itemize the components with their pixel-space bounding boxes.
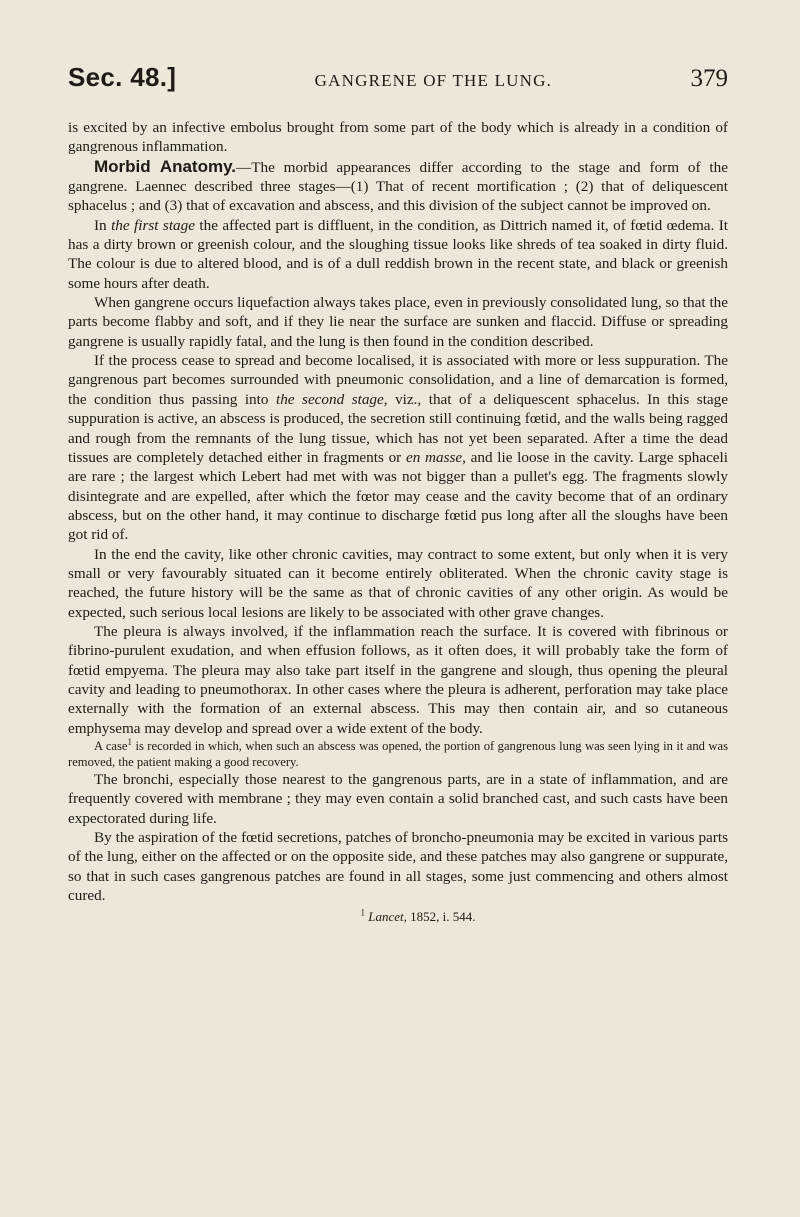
paragraph: In the end the cavity, like other chronic cavities, may contract to some extent, but only when it is very small or very favourably situated can it become entirely obliterated. When the chronic cavity stage is reached, the future history will be the same as that of chronic cavities of any other origin. As would be expected, such serious local lesions are likely to be associated with other grave changes. [68,545,728,621]
paragraph: The bronchi, especially those nearest to the gangrenous parts, are in a state of inflammation, and are frequently covered with membrane ; they may even contain a solid branched cast, and such casts have been expectorated during life. [68,771,728,827]
paragraph: The pleura is always involved, if the inflammation reach the surface. It is covered with fibrinous or fibrino-purulent exudation, and when effusion follows, as it often does, it will probably take the form of fœtid empyema. The pleura may also take part itself in the gangrene and slough, thus opening the pleural cavity and leading to pneumothorax. In other cases where the pleura is adherent, perforation may take place externally with the formation of an external abscess. This may then contain air, and so cutaneous emphysema may develop and spread over a wide extent of the body. [68,622,728,737]
paragraph: is excited by an infective embolus brought from some part of the body which is already in a condition of gangrenous inflammation. [68,119,728,156]
paragraph: In the first stage the affected part is diffluent, in the condition, as Dittrich named it, of fœtid œdema. It has a dirty brown or greenish colour, and the sloughing tissue looks like shreds of tea soaked in dirty fluid. The colour is due to altered blood, and is of a dull reddish brown in the recent state, and black or greenish some hours after death. [68,216,728,292]
footnote-marker: 1 [127,736,133,747]
running-header [68,62,728,106]
running-title: GANGRENE OF THE LUNG. [314,71,553,90]
emphasis: the first stage [111,216,195,234]
paragraph: By the aspiration of the fœtid secretions, patches of broncho-pneumonia may be excited in various parts of the lung, either on the affected or on the opposite side, and these patches may also gangrene or suppurate, so that in such cases gangrenous patches are found in all stages, some just commencing and others almost cured. [68,829,728,905]
subheading-morbid-anatomy: Morbid Anatomy. [94,156,237,176]
emphasis: the second stage [275,390,384,408]
section-label: Sec. 48.] [68,62,177,92]
paragraph: If the process cease to spread and become localised, it is associated with more or less suppuration. The gangrenous part becomes surrounded with pneumonic consolidation, and a line of demarcation is formed, the condition thus passing into the second stage, viz., that of a deliquescent sphacelus. In this stage suppuration is active, an abscess is produced, the secretion still continuing fœtid, and the walls being ragged and rough from the remnants of the lung tissue, which has not yet been separated. After a time the dead tissues are completely detached either in fragments or en masse, and lie loose in the cavity. Large sphaceli are rare ; the largest which Lebert had met with was not bigger than a pullet's egg. The fragments slowly disintegrate and are expelled, after which the fœtor may cease and the cavity become that of an ordinary abscess, but on the other hand, it may continue to discharge fœtid pus long after all the sloughs have been got rid of. [68,352,728,544]
small-print-paragraph: A case$^1$ is recorded in which, when such an abscess was opened, the portion of gangrenous lung was seen lying in it and was removed, the patient making a good recovery. [68,736,729,769]
body-text [68,118,728,927]
paragraph: Morbid Anatomy.—The morbid appearances differ according to the stage and form of the gangrene. Laennec described three stages—(1) That of recent mortification ; (2) that of deliquescent sphacelus ; and (3) that of excavation and abscess, and this division of the subject cannot be improved on. [68,156,728,215]
footnote-journal: Lancet [368,909,404,925]
page-number: 379 [690,65,728,92]
footnote-number: 1 [360,908,365,919]
paragraph: When gangrene occurs liquefaction always takes place, even in previously consolidated lung, so that the parts become flabby and soft, and if they lie near the surface are sunken and flaccid. Diffuse or spreading gangrene is usually rapidly fatal, and the lung is then found in the condition described. [68,294,728,350]
footnote: $^1$ Lancet, 1852, i. 544. [360,908,476,925]
emphasis: en masse [405,448,463,466]
